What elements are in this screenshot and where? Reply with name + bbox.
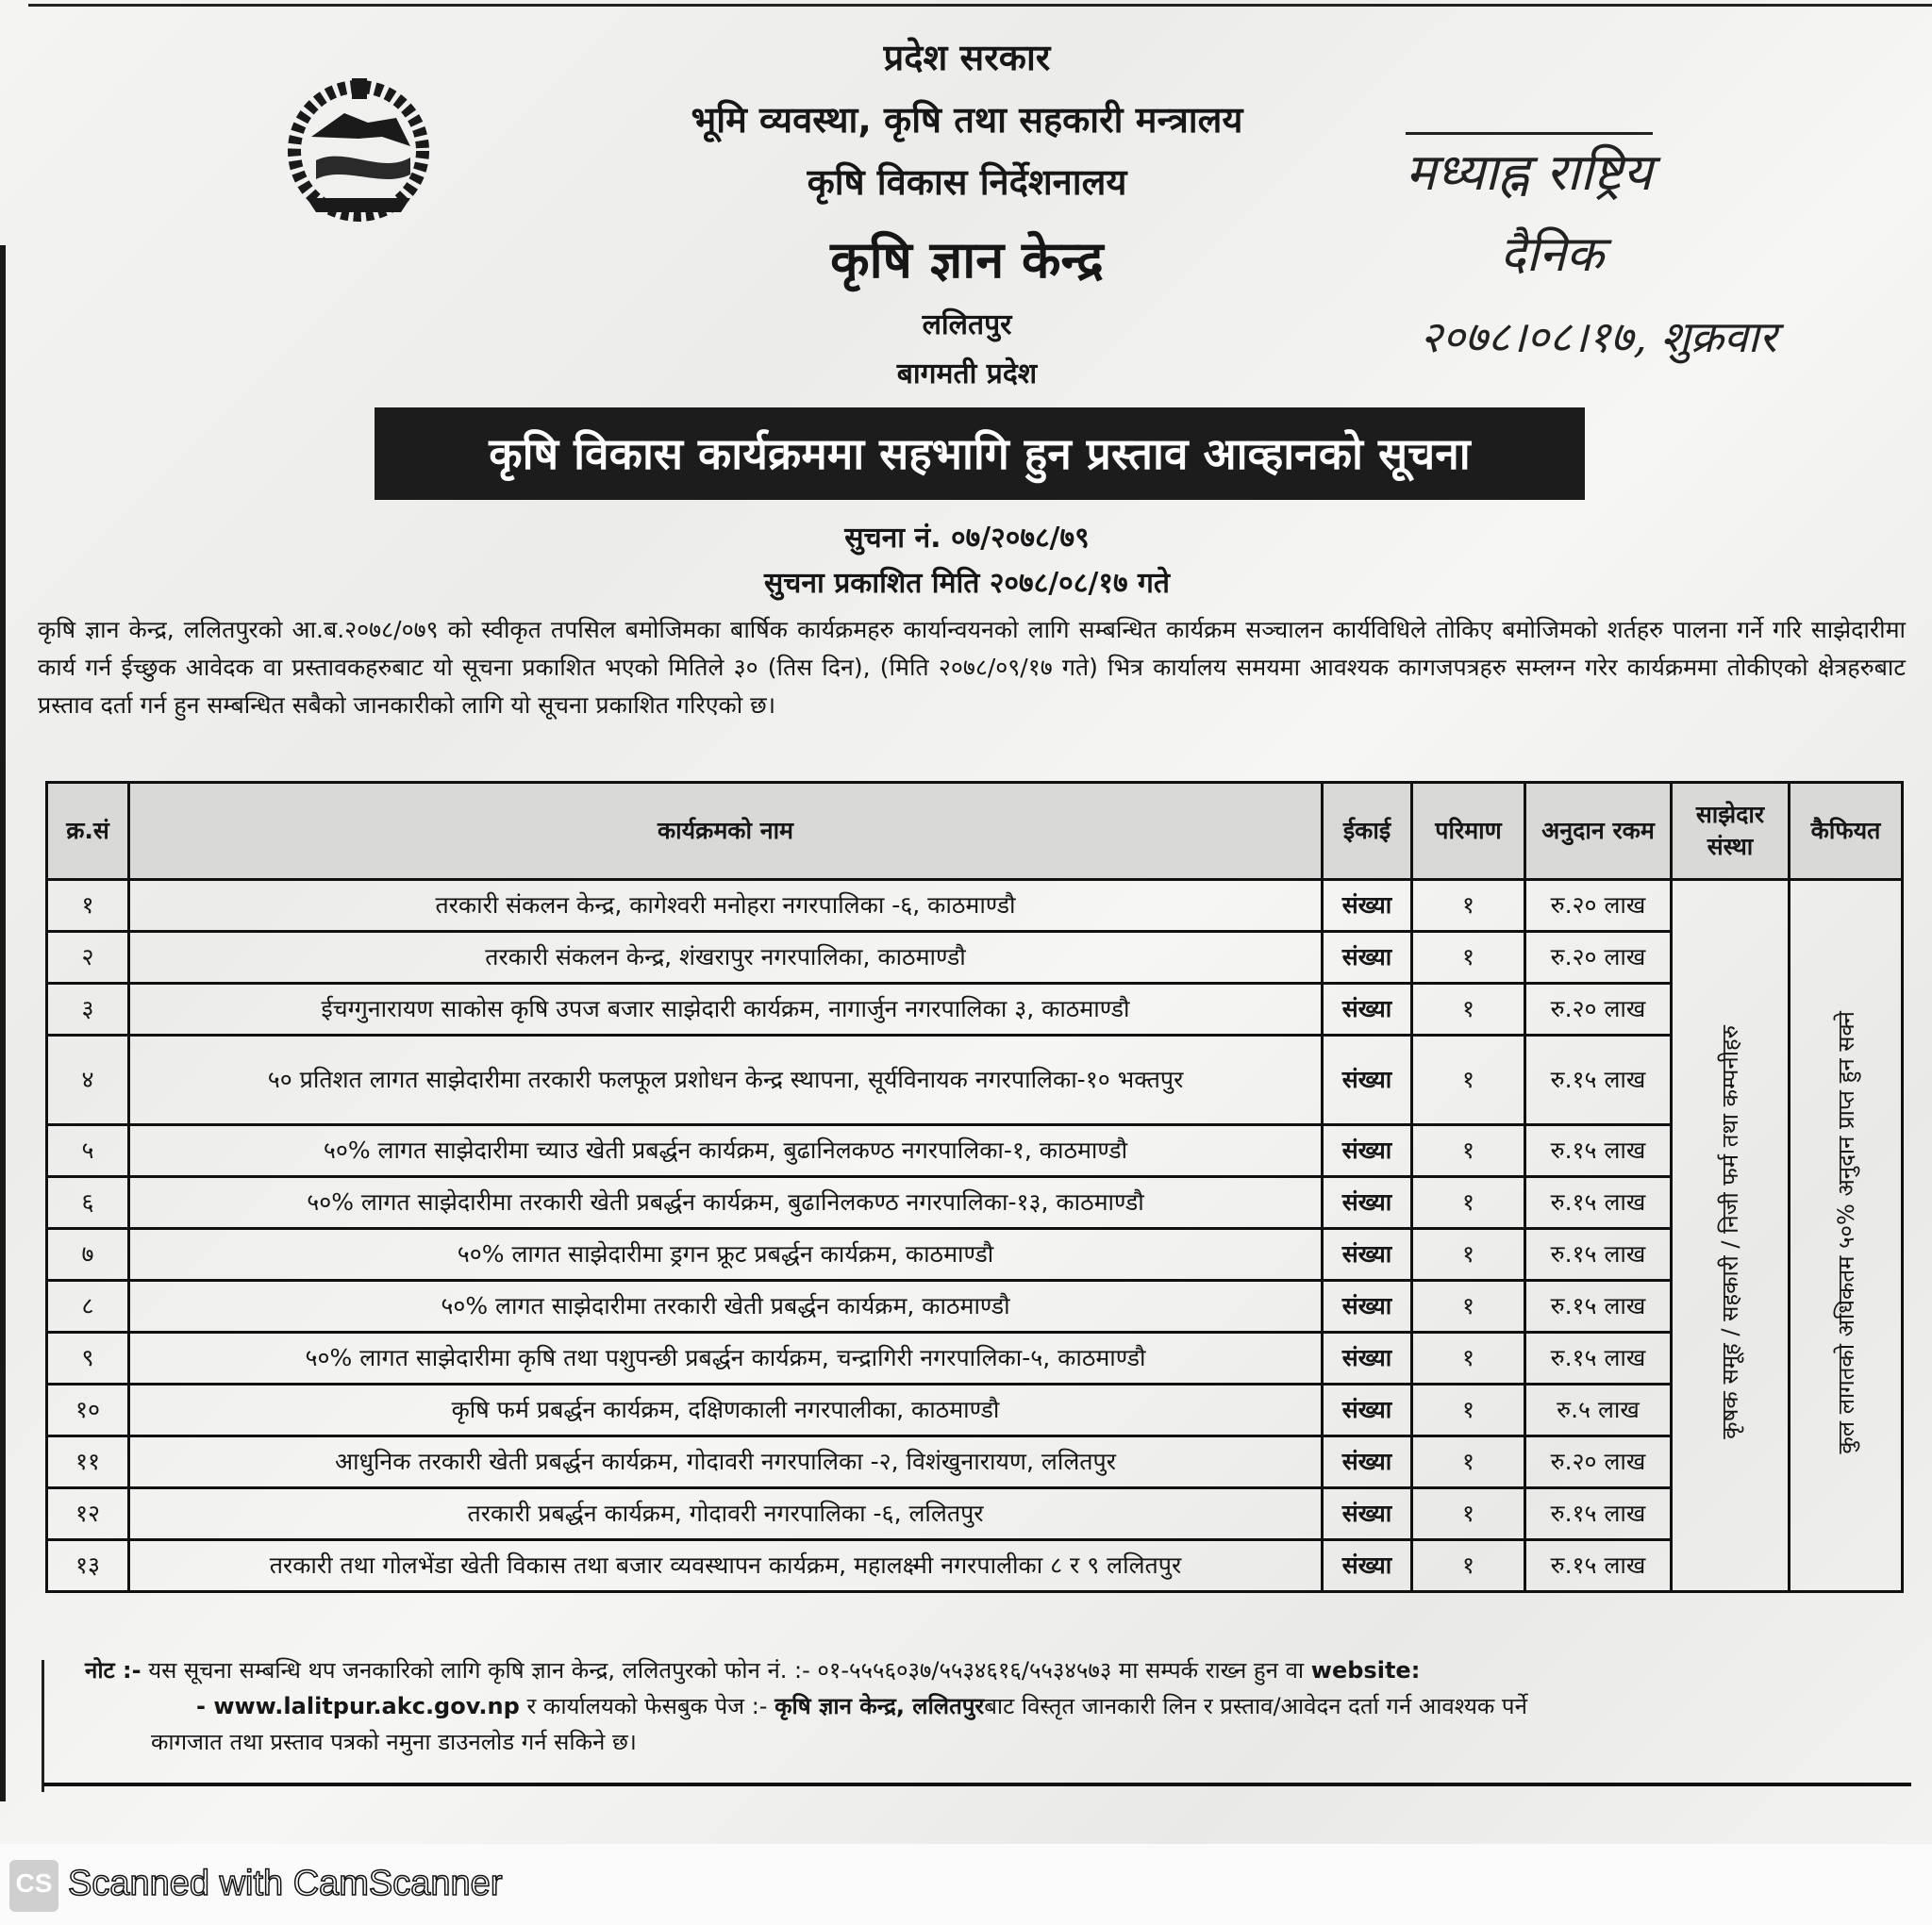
cell-amount: रु.१५ लाख [1525, 1488, 1672, 1540]
table-row [47, 1229, 1903, 1281]
cell-program-name: तरकारी संकलन केन्द्र, शंखरापुर नगरपालिका, काठमाण्डौ [129, 932, 1323, 984]
notice-title-banner: कृषि विकास कार्यक्रममा सहभागि हुन प्रस्ताव आव्हानको सूचना [375, 407, 1585, 500]
cell-qty: १ [1412, 1177, 1525, 1229]
cell-program-name: ५०% लागत साझेदारीमा तरकारी खेती प्रबर्द्धन कार्यक्रम, काठमाण्डौ [129, 1281, 1323, 1333]
cell-qty: १ [1412, 1333, 1525, 1385]
table-row [47, 1177, 1903, 1229]
facebook-page: कृषि ज्ञान केन्द्र, ललितपुर [774, 1693, 985, 1719]
paper-edge [42, 1660, 44, 1792]
cell-amount: रु.५ लाख [1525, 1385, 1672, 1436]
cell-amount: रु.१५ लाख [1525, 1177, 1672, 1229]
cell-unit: संख्या [1323, 1333, 1412, 1385]
table-row [47, 880, 1903, 932]
cell-qty: १ [1412, 1436, 1525, 1488]
col-header-partner: साझेदार संस्था [1672, 783, 1790, 880]
cell-amount: रु.२० लाख [1525, 932, 1672, 984]
cell-unit: संख्या [1323, 1036, 1412, 1125]
cell-amount: रु.१५ लाख [1525, 1333, 1672, 1385]
note-line2b: बाट विस्तृत जानकारी लिन र प्रस्ताव/आवेदन दर्ता गर्न आवश्यक पर्ने [984, 1693, 1527, 1719]
cell-amount: रु.१५ लाख [1525, 1036, 1672, 1125]
table-row [47, 932, 1903, 984]
cell-qty: १ [1412, 1488, 1525, 1540]
cell-program-name: तरकारी तथा गोलभेंडा खेती विकास तथा बजार व्यवस्थापन कार्यक्रम, महालक्ष्मी नगरपालीका ८ र ९ ललितपुर [129, 1540, 1323, 1592]
cell-unit: संख्या [1323, 1540, 1412, 1592]
cell-unit: संख्या [1323, 1281, 1412, 1333]
cell-qty: १ [1412, 984, 1525, 1036]
cell-unit: संख्या [1323, 1436, 1412, 1488]
cell-unit: संख्या [1323, 1229, 1412, 1281]
cell-amount: रु.१५ लाख [1525, 1281, 1672, 1333]
cell-sn: १० [47, 1385, 129, 1436]
camscanner-logo: CS [9, 1860, 58, 1912]
remarks-text: कुल लागतको अधिकतम ५०% अनुदान प्राप्त हुन सक्ने [1832, 1010, 1859, 1454]
cell-amount: रु.२० लाख [1525, 984, 1672, 1036]
col-header-qty: परिमाण [1412, 783, 1525, 880]
table-row [47, 1125, 1903, 1177]
handwritten-daily: दैनिक [1500, 226, 1604, 283]
table-row [47, 1540, 1903, 1592]
website-link[interactable]: - www.lalitpur.akc.gov.np [196, 1693, 520, 1719]
cell-program-name: ५०% लागत साझेदारीमा ड्रगन फ्रूट प्रबर्द्धन कार्यक्रम, काठमाण्डौ [129, 1229, 1323, 1281]
table-row [47, 1036, 1903, 1125]
camscanner-watermark: Scanned with CamScanner [68, 1864, 503, 1903]
note-line3: कागजात तथा प्रस्ताव पत्रको नमुना डाउनलोड गर्न सकिने छ। [151, 1729, 637, 1755]
table-row [47, 1333, 1903, 1385]
cell-amount: रु.१५ लाख [1525, 1229, 1672, 1281]
cell-sn: २ [47, 932, 129, 984]
program-table [45, 781, 1904, 1593]
paper-edge [28, 4, 1932, 7]
government-emblem [278, 71, 439, 222]
cell-qty: १ [1412, 1229, 1525, 1281]
cell-unit: संख्या [1323, 880, 1412, 932]
cell-program-name: कृषि फर्म प्रबर्द्धन कार्यक्रम, दक्षिणकाली नगरपालीका, काठमाण्डौ [129, 1385, 1323, 1436]
website-label: website: [1310, 1657, 1421, 1684]
cell-sn: ६ [47, 1177, 129, 1229]
cell-qty: १ [1412, 1540, 1525, 1592]
cell-amount: रु.२० लाख [1525, 1436, 1672, 1488]
notice-published-date: सुचना प्रकाशित मिति २०७८/०८/१७ गते [764, 567, 1170, 600]
cell-qty: १ [1412, 1385, 1525, 1436]
cell-program-name: ५०% लागत साझेदारीमा कृषि तथा पशुपन्छी प्रबर्द्धन कार्यक्रम, चन्द्रागिरी नगरपालिका-५, काठमाण्डौ [129, 1333, 1323, 1385]
cell-amount: रु.१५ लाख [1525, 1540, 1672, 1592]
cell-amount: रु.१५ लाख [1525, 1125, 1672, 1177]
cell-unit: संख्या [1323, 1177, 1412, 1229]
table-header-row [47, 783, 1903, 880]
cell-program-name: ईचग्गुनारायण साकोस कृषि उपज बजार साझेदारी कार्यक्रम, नागार्जुन नगरपालिका ३, काठमाण्डौ [129, 984, 1323, 1036]
cell-remarks-merged [1790, 880, 1903, 1592]
notice-number: सुचना नं. ०७/२०७८/७९ [844, 522, 1090, 555]
ministry-name: भूमि व्यवस्था, कृषि तथा सहकारी मन्त्रालय [691, 99, 1243, 141]
cell-amount: रु.२० लाख [1525, 880, 1672, 932]
cell-sn: ९ [47, 1333, 129, 1385]
cell-sn: १३ [47, 1540, 129, 1592]
handwritten-newspaper: मध्याह्न राष्ट्रिय [1406, 132, 1653, 205]
govt-line: प्रदेश सरकार [883, 37, 1051, 78]
cell-sn: ४ [47, 1036, 129, 1125]
cell-program-name: ५०% लागत साझेदारीमा तरकारी खेती प्रबर्द्धन कार्यक्रम, बुढानिलकण्ठ नगरपालिका-१३, काठमाण्डौ [129, 1177, 1323, 1229]
handwritten-date: २०७८।०८।१७, शुक्रवार [1420, 311, 1777, 362]
note-line2a: र कार्यालयको फेसबुक पेज :- [526, 1693, 768, 1719]
footer-note [85, 1652, 1910, 1760]
cell-unit: संख्या [1323, 932, 1412, 984]
cell-sn: ५ [47, 1125, 129, 1177]
cell-partner-merged [1672, 880, 1790, 1592]
cell-qty: १ [1412, 1125, 1525, 1177]
cell-unit: संख्या [1323, 984, 1412, 1036]
cell-qty: १ [1412, 1036, 1525, 1125]
cell-unit: संख्या [1323, 1125, 1412, 1177]
table-row [47, 1385, 1903, 1436]
office-name: कृषि ज्ञान केन्द्र [830, 230, 1104, 290]
cell-program-name: ५० प्रतिशत लागत साझेदारीमा तरकारी फलफूल प्रशोधन केन्द्र स्थापना, सूर्यविनायक नगरपालिका-१० भक्तपुर [129, 1036, 1323, 1125]
table-row [47, 984, 1903, 1036]
cell-program-name: तरकारी प्रबर्द्धन कार्यक्रम, गोदावरी नगरपालिका -६, ललितपुर [129, 1488, 1323, 1540]
note-line1: यस सूचना सम्बन्धि थप जनकारिको लागि कृषि ज्ञान केन्द्र, ललितपुरको फोन नं. :- ०१-५५५६०३७/५५३४६१६/५५३४५७३ मा सम्पर्क राख्न हुन वा [148, 1657, 1305, 1684]
cell-sn: ३ [47, 984, 129, 1036]
note-label: नोट :- [85, 1657, 142, 1684]
cell-unit: संख्या [1323, 1385, 1412, 1436]
cell-program-name: आधुनिक तरकारी खेती प्रबर्द्धन कार्यक्रम, गोदावरी नगरपालिका -२, विशंखुनारायण, ललितपुर [129, 1436, 1323, 1488]
paper-edge [0, 245, 6, 1801]
cell-unit: संख्या [1323, 1488, 1412, 1540]
district-name: ललितपुर [922, 308, 1012, 341]
cell-program-name: तरकारी संकलन केन्द्र, कागेश्वरी मनोहरा नगरपालिका -६, काठमाण्डौ [129, 880, 1323, 932]
cell-qty: १ [1412, 880, 1525, 932]
col-header-sn: क्र.सं [47, 783, 129, 880]
table-row [47, 1281, 1903, 1333]
table-row [47, 1488, 1903, 1540]
col-header-unit: ईकाई [1323, 783, 1412, 880]
col-header-amount: अनुदान रकम [1525, 783, 1672, 880]
cell-qty: १ [1412, 1281, 1525, 1333]
cell-sn: ७ [47, 1229, 129, 1281]
cell-sn: ८ [47, 1281, 129, 1333]
notice-paragraph: कृषि ज्ञान केन्द्र, ललितपुरको आ.ब.२०७८/०७९ को स्वीकृत तपसिल बमोजिमका बार्षिक कार्यक्रमहरु कार्यान्वयनको लागि सम्बन्धित कार्यक्रम सञ्चालन कार्यविधिले तोकिए बमोजिमको शर्तहरु पालना गर्ने गरि साझेदारीमा कार्य गर्न ईच्छुक आवेदक वा प्रस्तावकहरुबाट यो सूचना प्रकाशित भएको मितिले ३० (तिस दिन), (मिति २०७८/०९/१७ गते) भित्र कार्यालय समयमा आवश्यक कागजपत्रहरु सम्लग्न गरेर कार्यक्रममा तोकीएको क्षेत्रहरुबाट प्रस्ताव दर्ता गर्न हुन सम्बन्धित सबैको जानकारीको लागि यो सूचना प्रकाशित गरिएको छ। [38, 616, 1906, 719]
directorate-name: कृषि विकास निर्देशनालय [807, 161, 1127, 203]
partner-text: कृषक समूह / सहकारी / निजी फर्म तथा कम्पनीहरु [1717, 1025, 1743, 1439]
cell-sn: १ [47, 880, 129, 932]
cell-program-name: ५०% लागत साझेदारीमा च्याउ खेती प्रबर्द्धन कार्यक्रम, बुढानिलकण्ठ नगरपालिका-१, काठमाण्डौ [129, 1125, 1323, 1177]
table-row [47, 1436, 1903, 1488]
notice-border-bottom [43, 1783, 1911, 1786]
cell-sn: ११ [47, 1436, 129, 1488]
province-name: बागमती प्रदेश [896, 357, 1038, 390]
cell-sn: १२ [47, 1488, 129, 1540]
cell-qty: १ [1412, 932, 1525, 984]
col-header-program: कार्यक्रमको नाम [129, 783, 1323, 880]
col-header-remarks: कैफियत [1790, 783, 1903, 880]
